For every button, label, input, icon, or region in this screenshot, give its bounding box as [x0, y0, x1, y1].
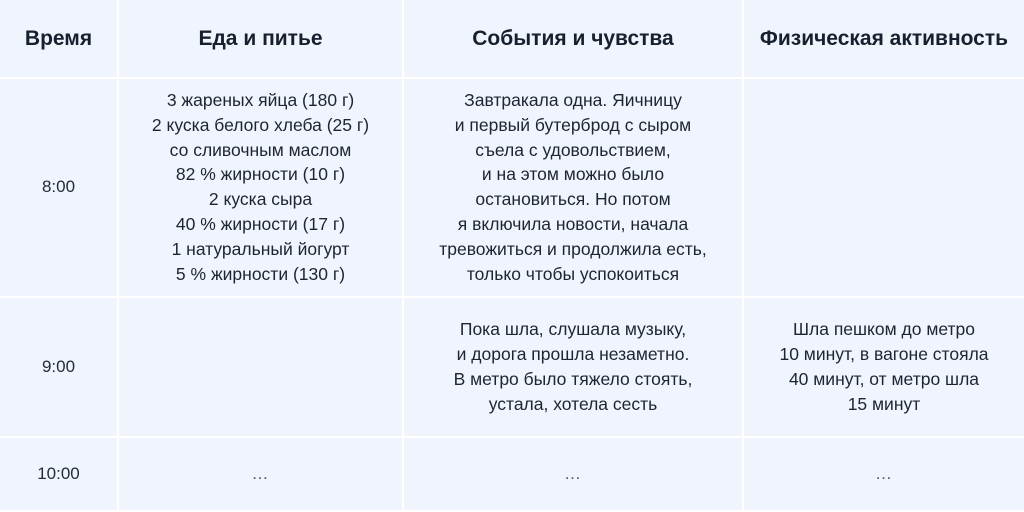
column-header-time: Время	[0, 0, 118, 78]
cell-line: и первый бутерброд с сыром	[454, 114, 692, 135]
cell-food	[118, 78, 403, 297]
cell-line: 3 жареных яйца (180 г)	[166, 89, 355, 110]
cell-time: 10:00	[0, 437, 118, 511]
cell-line: Завтракала одна. Яичницу	[464, 89, 682, 110]
cell-time: 9:00	[0, 297, 118, 437]
table-row	[0, 437, 1024, 511]
cell-activity	[743, 78, 1024, 297]
cell-time: 8:00	[0, 78, 118, 297]
column-header-activity: Физическая активность	[743, 0, 1024, 78]
cell-line: со сливочным маслом	[169, 139, 352, 160]
cell-line: 2 куска сыра	[208, 189, 313, 210]
table-row	[0, 78, 1024, 297]
cell-line: 2 куска белого хлеба (25 г)	[151, 114, 370, 135]
cell-line: съела с удовольствием,	[475, 139, 671, 160]
cell-line: устала, хотела сесть	[488, 393, 658, 414]
column-header-food: Еда и питье	[118, 0, 403, 78]
cell-line: остановиться. Но потом	[475, 189, 671, 210]
cell-line: только чтобы успокоиться	[466, 263, 680, 284]
table-header	[0, 0, 1024, 78]
cell-line: тревожиться и продолжила есть,	[439, 238, 707, 259]
cell-activity: …	[743, 437, 1024, 511]
table-body	[0, 78, 1024, 511]
cell-line: и на этом можно было	[481, 164, 665, 185]
cell-events: …	[403, 437, 743, 511]
cell-events	[403, 78, 743, 297]
cell-line: 40 минут, от метро шла	[788, 368, 980, 389]
cell-line: В метро было тяжело стоять,	[453, 368, 693, 389]
cell-line: 15 минут	[847, 393, 921, 414]
cell-line: 1 натуральный йогурт	[171, 238, 350, 259]
cell-food	[118, 297, 403, 437]
cell-line: 40 % жирности (17 г)	[175, 214, 346, 235]
column-header-events: События и чувства	[403, 0, 743, 78]
cell-line: я включила новости, начала	[457, 214, 689, 235]
cell-line: и дорога прошла незаметно.	[456, 343, 690, 364]
cell-line: Пока шла, слушала музыку,	[459, 318, 687, 339]
table-header-row	[0, 0, 1024, 78]
table-row	[0, 297, 1024, 437]
cell-line: 82 % жирности (10 г)	[175, 164, 346, 185]
cell-food: …	[118, 437, 403, 511]
cell-events	[403, 297, 743, 437]
cell-line: 5 % жирности (130 г)	[175, 263, 346, 284]
cell-line: 10 минут, в вагоне стояла	[779, 343, 989, 364]
cell-activity	[743, 297, 1024, 437]
cell-line: Шла пешком до метро	[792, 318, 976, 339]
